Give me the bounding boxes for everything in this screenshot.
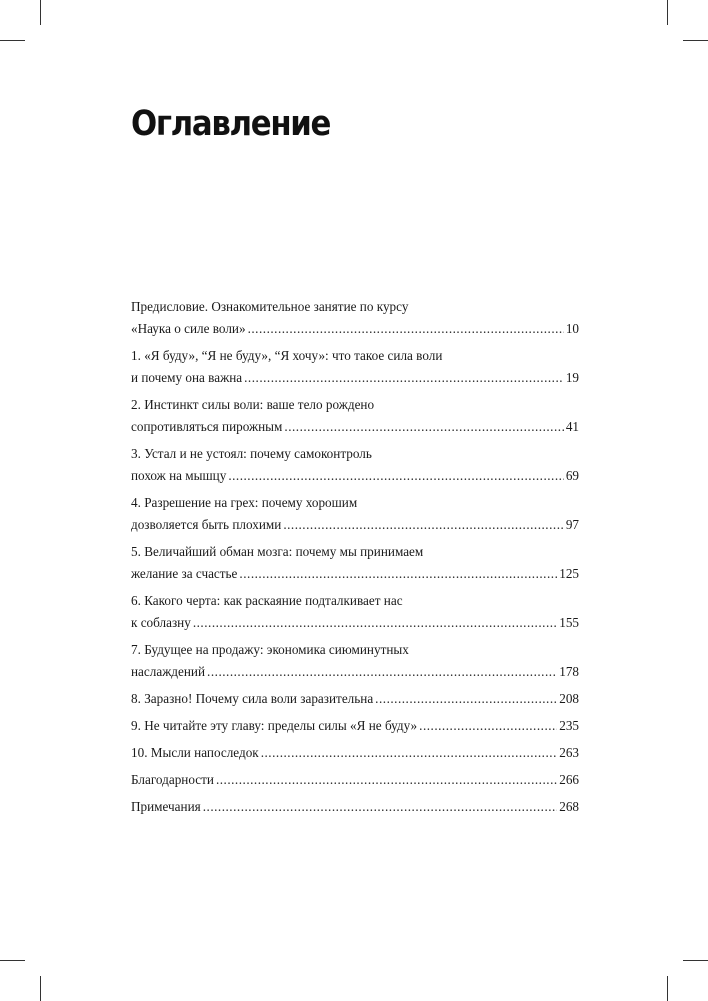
dot-leader xyxy=(375,688,557,710)
toc-entry[interactable] xyxy=(131,742,579,764)
crop-mark-top-right xyxy=(667,0,668,25)
toc-entry-page: 235 xyxy=(559,718,579,733)
toc-entry-title-last-line: похож на мышцу xyxy=(131,468,227,483)
toc-entry-page: 178 xyxy=(559,664,579,679)
dot-leader xyxy=(261,742,558,764)
toc-entry[interactable] xyxy=(131,715,579,737)
crop-mark-bottom-left-h xyxy=(0,960,25,961)
dot-leader xyxy=(203,796,558,818)
toc-entry-page: 208 xyxy=(559,691,579,706)
toc-entry-title-last-line: желание за счастье xyxy=(131,566,238,581)
toc-entry-page: 19 xyxy=(565,370,579,385)
toc-entry-page: 268 xyxy=(559,799,579,814)
toc-entry-page: 125 xyxy=(559,566,579,581)
dot-leader xyxy=(216,769,557,791)
toc-entry[interactable] xyxy=(131,443,579,487)
toc-entry-title-last-line: сопротивляться пирожным xyxy=(131,419,283,434)
toc-entry-title-line: 4. Разрешение на грех: почему хорошим xyxy=(131,495,358,510)
dot-leader xyxy=(284,416,563,438)
toc-entry[interactable] xyxy=(131,769,579,791)
toc-entry-title-line: Предисловие. Ознакомительное занятие по курсу xyxy=(131,299,409,314)
toc-entry[interactable] xyxy=(131,296,579,340)
toc-entry-title-last-line: «Наука о силе воли» xyxy=(131,321,246,336)
toc-entry-title-line: 5. Величайший обман мозга: почему мы принимаем xyxy=(131,544,424,559)
crop-mark-top-right-h xyxy=(683,40,708,41)
toc-entry-page: 155 xyxy=(559,615,579,630)
crop-mark-bottom-left xyxy=(40,976,41,1001)
dot-leader xyxy=(207,661,557,683)
toc-entry[interactable] xyxy=(131,345,579,389)
toc-entry[interactable] xyxy=(131,639,579,683)
toc-entry-title-last-line: Благодарности xyxy=(131,772,214,787)
table-of-contents xyxy=(131,296,579,823)
toc-entry-title-line: 1. «Я буду», “Я не буду», “Я хочу»: что такое сила воли xyxy=(131,348,443,363)
toc-entry-title-line: 3. Устал и не устоял: почему самоконтроль xyxy=(131,446,372,461)
dot-leader xyxy=(419,715,557,737)
dot-leader xyxy=(193,612,557,634)
toc-entry[interactable] xyxy=(131,394,579,438)
page-title: Оглавление xyxy=(131,104,331,144)
toc-entry-page: 10 xyxy=(565,321,579,336)
toc-entry-title-last-line: наслаждений xyxy=(131,664,206,679)
dot-leader xyxy=(248,318,564,340)
toc-entry-title-last-line: 8. Заразно! Почему сила воли заразительна xyxy=(131,691,374,706)
toc-entry-page: 263 xyxy=(559,745,579,760)
toc-entry-title-line: 7. Будущее на продажу: экономика сиюминутных xyxy=(131,642,409,657)
toc-entry[interactable] xyxy=(131,688,579,710)
toc-entry-title-last-line: 9. Не читайте эту главу: пределы силы «Я не буду» xyxy=(131,718,418,733)
toc-entry-page: 266 xyxy=(559,772,579,787)
dot-leader xyxy=(239,563,557,585)
toc-entry-page: 41 xyxy=(565,419,579,434)
dot-leader xyxy=(228,465,564,487)
dot-leader xyxy=(244,367,564,389)
toc-entry[interactable] xyxy=(131,796,579,818)
toc-entry-page: 69 xyxy=(565,468,579,483)
toc-entry-title-last-line: 10. Мысли напоследок xyxy=(131,745,259,760)
crop-mark-top-left xyxy=(40,0,41,25)
toc-entry-title-last-line: дозволяется быть плохими xyxy=(131,517,282,532)
toc-entry[interactable] xyxy=(131,492,579,536)
toc-entry-title-line: 2. Инстинкт силы воли: ваше тело рождено xyxy=(131,397,375,412)
dot-leader xyxy=(283,514,564,536)
toc-entry-page: 97 xyxy=(565,517,579,532)
toc-entry-title-line: 6. Какого черта: как раскаяние подталкивает нас xyxy=(131,593,403,608)
toc-entry[interactable] xyxy=(131,541,579,585)
crop-mark-bottom-right-h xyxy=(683,960,708,961)
crop-mark-bottom-right xyxy=(667,976,668,1001)
toc-entry-title-last-line: и почему она важна xyxy=(131,370,243,385)
toc-entry-title-last-line: к соблазну xyxy=(131,615,191,630)
crop-mark-top-left-h xyxy=(0,40,25,41)
toc-entry-title-last-line: Примечания xyxy=(131,799,201,814)
toc-entry[interactable] xyxy=(131,590,579,634)
